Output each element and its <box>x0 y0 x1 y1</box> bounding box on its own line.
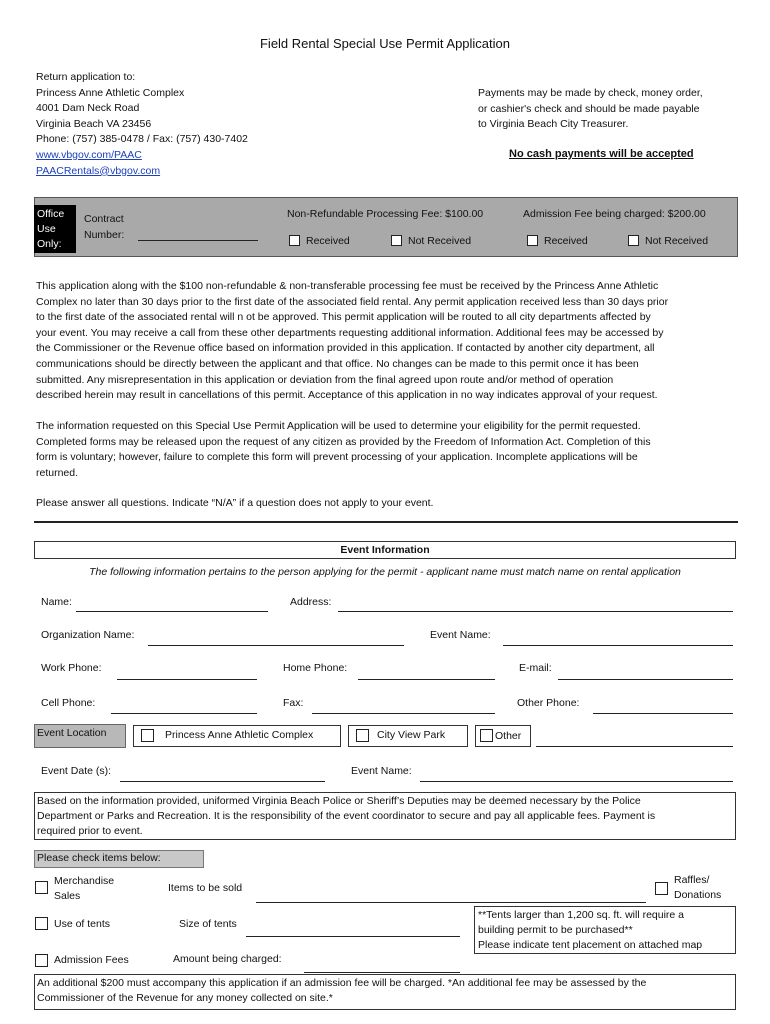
event-dates-field[interactable] <box>120 781 325 782</box>
admission-notice-line: Commissioner of the Revenue for any money collected on site.* <box>37 992 333 1004</box>
location-other-label: Other <box>495 730 522 742</box>
website-link[interactable]: www.vbgov.com/PAAC <box>36 148 142 161</box>
tents-label: Use of tents <box>54 918 111 930</box>
fee-not-received-checkbox[interactable] <box>391 235 402 246</box>
return-address <box>36 70 248 179</box>
location-other-field[interactable] <box>536 746 733 747</box>
event-info-heading: Event Information <box>34 541 736 559</box>
fee-received-label: Received <box>306 235 350 247</box>
location-other-checkbox[interactable] <box>480 729 493 742</box>
name-field[interactable] <box>76 611 268 612</box>
tent-size-label: Size of tents <box>179 918 237 930</box>
cell-phone-label: Cell Phone: <box>41 697 96 709</box>
admission-received-label: Received <box>544 235 588 247</box>
email-field[interactable] <box>558 679 733 680</box>
event-dates-label: Event Date (s): <box>41 765 112 777</box>
tent-note-line: building permit to be purchased** <box>478 924 633 936</box>
check-items-heading: Please check items below: <box>34 850 204 868</box>
tents-checkbox[interactable] <box>35 917 48 930</box>
return-phone: Phone: (757) 385-0478 / Fax: (757) 430-7402 <box>36 133 248 146</box>
event-info-subheading: The following information pertains to the person applying for the permit - applicant name must match name on rental application <box>89 566 681 578</box>
event-name-label: Event Name: <box>430 629 491 641</box>
event-name-2-field[interactable] <box>420 781 733 782</box>
page-title: Field Rental Special Use Permit Application <box>259 36 510 51</box>
admission-not-received-checkbox[interactable] <box>628 235 639 246</box>
police-notice <box>34 792 736 840</box>
org-name-label: Organization Name: <box>41 629 135 641</box>
return-street: 4001 Dam Neck Road <box>36 102 140 115</box>
terms-line: submitted. Any misrepresentation in this application or deviation from the final agreed upon route and/or method of operation <box>36 373 614 386</box>
home-phone-field[interactable] <box>358 679 495 680</box>
terms-line: your event. You may receive a call from these other departments requesting additional information. Additional fees may be accessed by <box>36 326 664 339</box>
office-use-line-2: Use <box>37 223 56 235</box>
location-cityview-label: City View Park <box>377 729 446 741</box>
fax-field[interactable] <box>312 713 495 714</box>
no-cash-notice: No cash payments will be accepted <box>509 148 694 160</box>
raffles-label <box>674 873 721 903</box>
amount-charged-field[interactable] <box>304 972 460 973</box>
location-cityview-checkbox[interactable] <box>356 729 369 742</box>
name-label: Name: <box>41 596 72 608</box>
foia-line: form is voluntary; however, failure to complete this form will prevent processing of your application. Incomplete applications will be <box>36 451 638 464</box>
return-org: Princess Anne Athletic Complex <box>36 86 185 99</box>
contract-number-label <box>84 212 124 243</box>
office-use-line-3: Only: <box>37 238 62 250</box>
section-divider <box>34 521 738 523</box>
admission-received-checkbox[interactable] <box>527 235 538 246</box>
contract-label-1: Contract <box>84 213 124 225</box>
admission-not-received-label: Not Received <box>645 235 709 247</box>
foia-paragraph <box>36 419 748 481</box>
police-notice-line: Based on the information provided, uniformed Virginia Beach Police or Sheriff’s Deputies may be deemed necessary by the Police <box>37 795 641 807</box>
admission-notice-line: An additional $200 must accompany this application if an admission fee will be charged. *An additional fee may be assessed by the <box>37 977 647 989</box>
police-notice-line: Department or Parks and Recreation. It is the responsibility of the event coordinator to secure and pay all applicable fees. Payment is <box>37 810 656 822</box>
location-paac-checkbox[interactable] <box>141 729 154 742</box>
items-sold-field[interactable] <box>256 902 646 903</box>
terms-line: Complex no later than 30 days prior to the first date of the associated field rental. Any permit application received less than 30 days prior <box>36 295 669 308</box>
fee-not-received-label: Not Received <box>408 235 472 247</box>
address-field[interactable] <box>338 611 733 612</box>
foia-line: Completed forms may be released upon the request of any citizen as provided by the Freedom of Information Act. Completion of this <box>36 435 651 448</box>
admission-notice <box>34 974 736 1010</box>
event-name-field[interactable] <box>503 645 733 646</box>
terms-line: the Commissioner or the Revenue office based on information provided in this application. If contacted by another city department, all <box>36 342 655 355</box>
merchandise-checkbox[interactable] <box>35 881 48 894</box>
event-location-label: Event Location <box>34 724 126 748</box>
fee-received-checkbox[interactable] <box>289 235 300 246</box>
org-name-field[interactable] <box>148 645 404 646</box>
raffles-checkbox[interactable] <box>655 882 668 895</box>
return-heading: Return application to: <box>36 71 136 83</box>
admission-fees-label: Admission Fees <box>54 954 129 966</box>
home-phone-label: Home Phone: <box>283 662 348 674</box>
terms-line: This application along with the $100 non-refundable & non-transferable processing fee must be received by the Princess Anne Athletic <box>36 280 659 292</box>
raffles-label-1: Raffles/ <box>674 874 710 886</box>
police-notice-line: required prior to event. <box>37 825 143 837</box>
terms-line: to the first date of the associated rental will n ot be approved. This permit application will be routed to all city departments affected by <box>36 311 651 324</box>
foia-line: The information requested on this Special Use Permit Application will be used to determine your eligibility for the permit requested. <box>36 420 641 432</box>
contract-label-2: Number: <box>84 228 125 241</box>
terms-line: communications should be directly between the applicant and that office. No changes can be made to this permit once it has been <box>36 357 639 370</box>
event-name-2-label: Event Name: <box>351 765 412 777</box>
office-use-label <box>34 205 76 253</box>
work-phone-field[interactable] <box>117 679 257 680</box>
cell-phone-field[interactable] <box>111 713 257 714</box>
office-use-band <box>34 197 738 257</box>
fax-label: Fax: <box>283 697 304 709</box>
return-city: Virginia Beach VA 23456 <box>36 117 152 130</box>
admission-fees-checkbox[interactable] <box>35 954 48 967</box>
address-label: Address: <box>290 596 332 608</box>
terms-line: described herein may result in cancellations of this permit. Acceptance of this application in no way indicates approval of your request. <box>36 389 658 402</box>
tent-note-line: Please indicate tent placement on attached map <box>478 939 703 951</box>
tent-permit-note <box>474 906 736 954</box>
admission-fee-label: Admission Fee being charged: $200.00 <box>523 208 706 220</box>
merchandise-label <box>54 874 114 904</box>
raffles-label-2: Donations <box>674 889 722 901</box>
tent-note-line: **Tents larger than 1,200 sq. ft. will require a <box>478 909 685 921</box>
email-link[interactable]: PAACRentals@vbgov.com <box>36 164 161 177</box>
terms-paragraph <box>36 279 748 404</box>
other-phone-label: Other Phone: <box>517 697 580 709</box>
processing-fee-label: Non-Refundable Processing Fee: $100.00 <box>287 208 484 220</box>
email-label: E-mail: <box>519 662 552 674</box>
merchandise-label-2: Sales <box>54 890 81 902</box>
merchandise-label-1: Merchandise <box>54 875 115 887</box>
work-phone-label: Work Phone: <box>41 662 102 674</box>
amount-charged-label: Amount being charged: <box>173 953 282 965</box>
other-phone-field[interactable] <box>593 713 733 714</box>
payment-line-2: or cashier's check and should be made payable <box>478 102 700 115</box>
items-sold-label: Items to be sold <box>168 882 243 894</box>
foia-line: returned. <box>36 466 79 479</box>
instructions: Please answer all questions. Indicate “N/A” if a question does not apply to your event. <box>36 497 434 509</box>
payment-line-3: to Virginia Beach City Treasurer. <box>478 118 629 131</box>
location-paac-label: Princess Anne Athletic Complex <box>165 729 314 741</box>
payment-line-1: Payments may be made by check, money order, <box>478 87 703 99</box>
payment-info <box>478 86 703 133</box>
contract-number-field[interactable] <box>138 240 258 241</box>
tent-size-field[interactable] <box>246 936 460 937</box>
office-use-line-1: Office <box>37 208 65 220</box>
